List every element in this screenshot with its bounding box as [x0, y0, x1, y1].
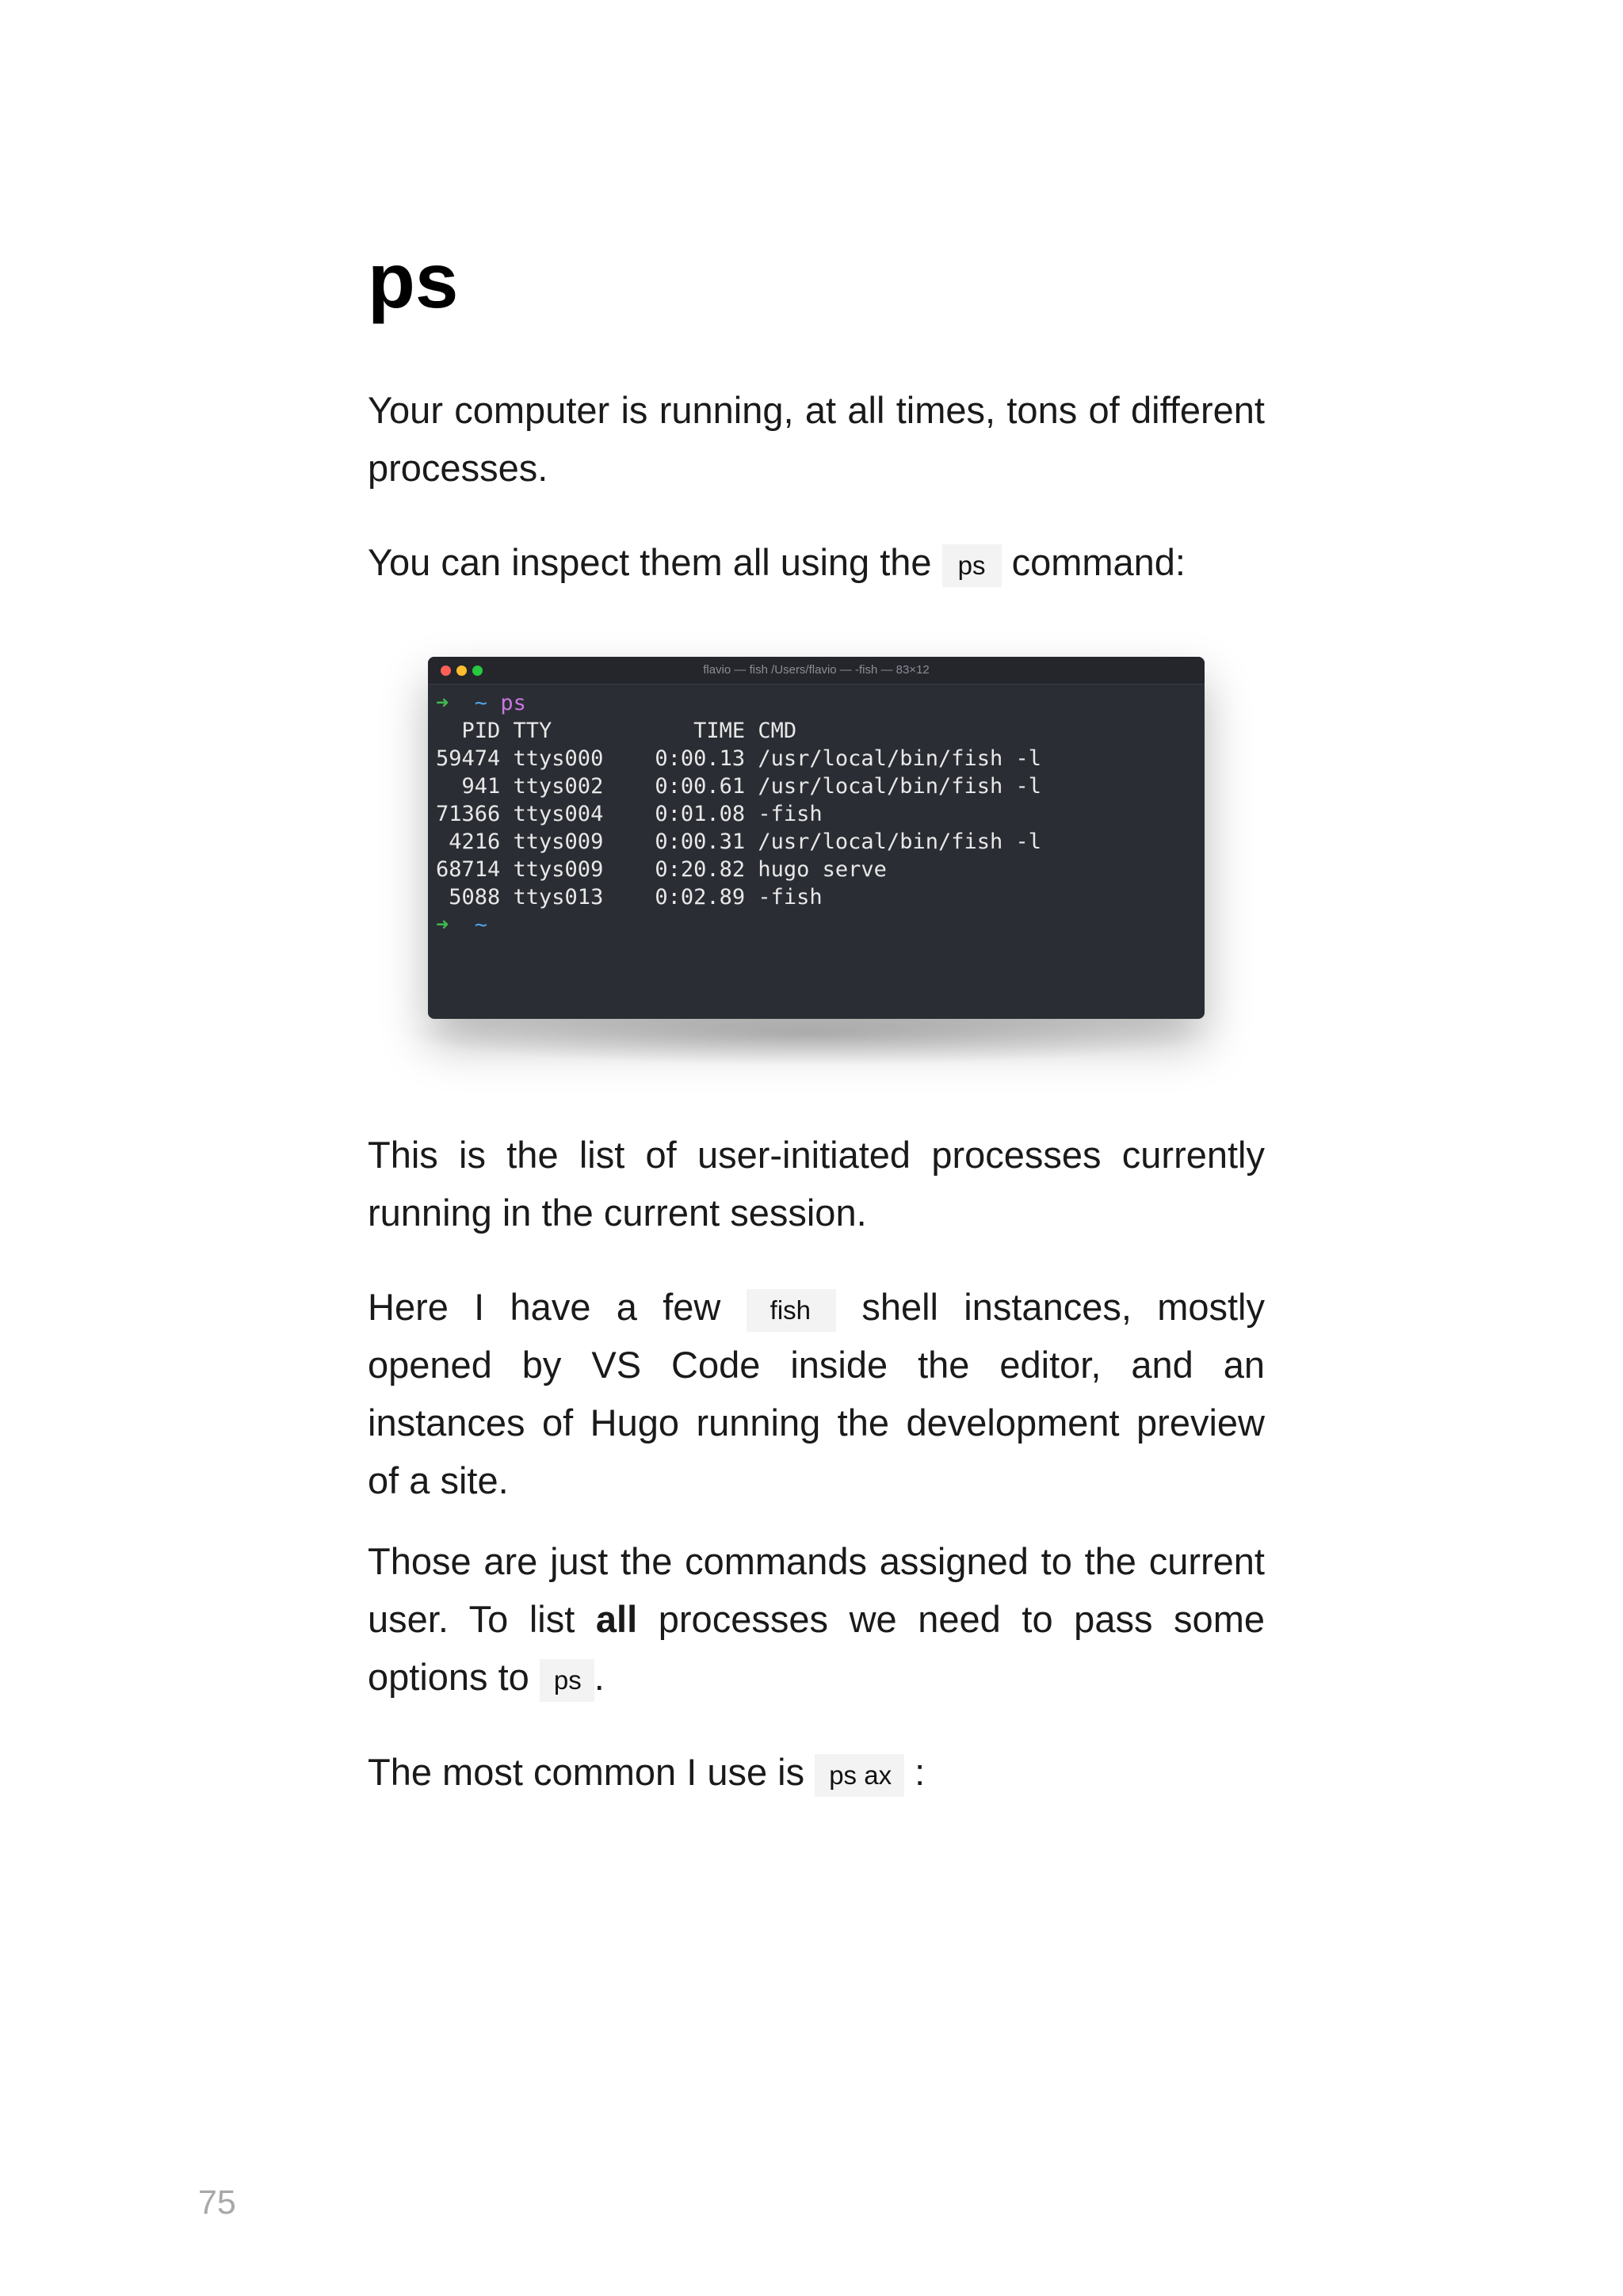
terminal-process-row: 4216 ttys009 0:00.31 /usr/local/bin/fish -l	[436, 830, 1042, 854]
paragraph-inspect	[368, 533, 1265, 591]
paragraph-intro-text: Your computer is running, at all times, tons of different processes.	[368, 389, 1265, 489]
paragraph-inspect-text: You can inspect them all using the	[368, 541, 932, 583]
terminal-process-row: 5088 ttys013 0:02.89 -fish	[436, 885, 823, 910]
paragraph-all-text: Those are just the commands assigned to the current user. To list	[368, 1540, 1265, 1640]
terminal-prompt-line	[436, 911, 1197, 939]
terminal-window-title: flavio — fish /Users/flavio — -fish — 83×12	[703, 663, 930, 677]
terminal-process-row: 71366 ttys004 0:01.08 -fish	[436, 802, 823, 826]
page-number: 75	[198, 2183, 236, 2222]
paragraph-common-text-end: :	[915, 1751, 926, 1793]
terminal-process-row: 68714 ttys009 0:20.82 hugo serve	[436, 857, 887, 882]
inline-code-ps-ax: ps ax	[815, 1754, 904, 1797]
paragraph-fish-text-end: shell instances, mostly opened by VS Code inside the editor, and an instances of Hugo running the development preview of a site.	[368, 1286, 1266, 1501]
inline-code-fish: fish	[747, 1289, 836, 1332]
terminal-titlebar	[428, 657, 1205, 685]
paragraph-list-description	[368, 1126, 1265, 1241]
paragraph-all-text-mid: processes we need to pass some options to	[368, 1598, 1265, 1698]
inline-code-ps: ps	[540, 1659, 594, 1702]
paragraph-list-description-text: This is the list of user-initiated processes currently running in the current session.	[368, 1134, 1265, 1234]
paragraph-intro	[368, 381, 1265, 497]
prompt-directory: ~	[474, 691, 488, 715]
paragraph-fish-instances	[368, 1278, 1265, 1509]
paragraph-common-usage	[368, 1743, 1265, 1801]
paragraph-inspect-text-end: command:	[1011, 541, 1186, 583]
inline-code-ps: ps	[942, 544, 1002, 587]
paragraph-all-processes	[368, 1532, 1265, 1706]
paragraph-common-text: The most common I use is	[368, 1751, 805, 1793]
terminal-prompt-line	[436, 689, 1197, 717]
page-title: ps	[368, 237, 459, 324]
paragraph-fish-text: Here I have a few	[368, 1286, 721, 1328]
terminal-screenshot	[428, 657, 1205, 1019]
terminal-output	[428, 685, 1205, 939]
prompt-command: ps	[500, 691, 526, 715]
prompt-directory: ~	[474, 913, 488, 937]
paragraph-all-text-end: .	[594, 1656, 605, 1698]
terminal-process-row: 59474 ttys000 0:00.13 /usr/local/bin/fish -l	[436, 746, 1042, 771]
prompt-arrow-icon: ➜	[436, 913, 449, 937]
terminal-header-line: PID TTY TIME CMD	[436, 719, 797, 743]
prompt-arrow-icon: ➜	[436, 691, 449, 715]
terminal-process-row: 941 ttys002 0:00.61 /usr/local/bin/fish -l	[436, 774, 1042, 799]
bold-all: all	[595, 1598, 638, 1640]
